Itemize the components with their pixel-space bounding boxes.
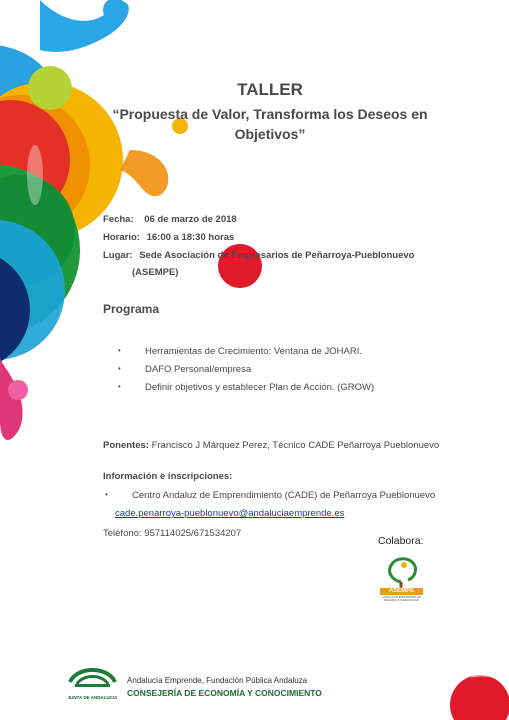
fecha-row xyxy=(103,214,237,225)
programa-item: • DAFO Personal/empresa xyxy=(118,364,252,375)
asempe-logo-subtext: ASOCIACIÓN EMPRESARIAL DE PEÑARROYA-PUEBLONUEVO xyxy=(382,596,421,602)
email-link[interactable]: cade.penarroya-pueblonuevo@andaluciaemprende.es xyxy=(115,508,345,519)
horario-label: Horario: xyxy=(103,232,140,243)
junta-logo xyxy=(65,660,120,700)
lugar-label: Lugar: xyxy=(103,250,133,261)
bullet-icon: • xyxy=(118,382,121,391)
horario-row xyxy=(103,232,234,243)
junta-logo-text: JUNTA DE ANDALUCIA xyxy=(67,695,118,700)
telefono: Teléfono: 957114025/671534207 xyxy=(103,528,242,539)
programa-item: • Herramientas de Crecimiento: Ventana de JOHARI. xyxy=(118,346,363,357)
programa-heading: Programa xyxy=(103,302,160,316)
bullet-icon: • xyxy=(105,490,108,499)
footer-line2: CONSEJERÍA DE ECONOMÍA Y CONOCIMIENTO xyxy=(127,688,322,698)
lugar-value-continued: (ASEMPE) xyxy=(132,267,179,278)
horario-value: 16:00 a 18:30 horas xyxy=(146,232,235,243)
bullet-icon: • xyxy=(118,346,121,355)
footer-line1: Andalucía Emprende, Fundación Pública Andaluza xyxy=(127,676,308,685)
ponentes-value: Francisco J Márquez Perez, Técnico CADE Peñarroya Pueblonuevo xyxy=(151,440,440,451)
page-title: TALLER xyxy=(237,80,303,99)
asempe-logo-text: ASEMPE xyxy=(388,588,415,594)
page-subtitle: “Propuesta de Valor, Transforma los Deseos en Objetivos” xyxy=(112,106,428,142)
bullet-icon: • xyxy=(118,364,121,373)
junta-emblem-icon xyxy=(65,660,120,690)
ponentes-row xyxy=(103,440,439,451)
lugar-value: Sede Asociación de Empresarios de Peñarroya-Pueblonuevo xyxy=(139,250,415,261)
colabora-label: Colabora: xyxy=(378,535,424,547)
lugar-row xyxy=(103,250,414,261)
informacion-item: • Centro Andaluz de Emprendimiento (CADE) de Peñarroya Pueblonuevo xyxy=(105,490,436,501)
ponentes-label: Ponentes: xyxy=(103,440,149,451)
fecha-value: 06 de marzo de 2018 xyxy=(144,214,237,225)
asempe-logo xyxy=(374,552,429,604)
informacion-heading: Información e inscripciones: xyxy=(103,471,233,482)
fecha-label: Fecha: xyxy=(103,214,134,225)
programa-item: • Definir objetivos y establecer Plan de Acción. (GROW) xyxy=(118,382,375,393)
